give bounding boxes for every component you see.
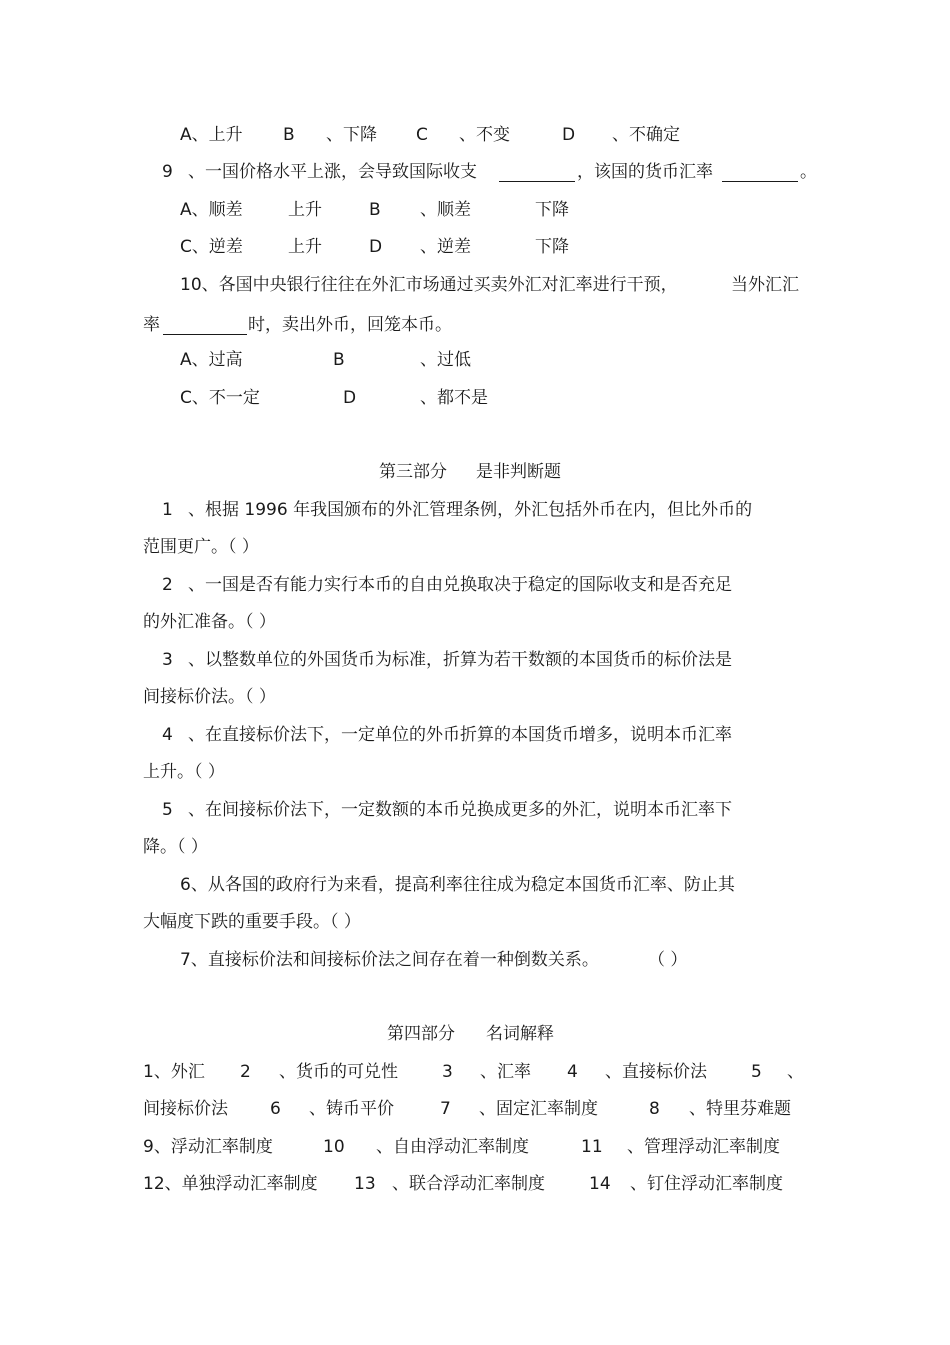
term-4: 、直接标价法 bbox=[605, 1062, 707, 1082]
term-6-number: 6 bbox=[270, 1099, 281, 1119]
term-10-number: 10 bbox=[323, 1137, 345, 1157]
q9-blank-1 bbox=[499, 160, 575, 182]
term-5-sep: 、 bbox=[787, 1062, 804, 1082]
tf-3-number: 3 bbox=[162, 650, 173, 670]
tf-3-line-2: 间接标价法。（ ） bbox=[143, 687, 276, 707]
term-13: 、联合浮动汇率制度 bbox=[392, 1174, 545, 1194]
q9-number: 9 bbox=[162, 162, 173, 182]
term-2-number: 2 bbox=[240, 1062, 251, 1082]
tf-2-line-2: 的外汇准备。（ ） bbox=[143, 612, 276, 632]
term-6: 、铸币平价 bbox=[309, 1099, 394, 1119]
term-11-number: 11 bbox=[581, 1137, 603, 1157]
q10-option-c: C、不一定 bbox=[180, 388, 260, 408]
tf-5-line-1: 、在间接标价法下，一定数额的本币兑换成更多的外汇，说明本币汇率下 bbox=[188, 800, 732, 820]
q10-line-2b: 时，卖出外币，回笼本币。 bbox=[248, 315, 452, 335]
q9-end: 。 bbox=[800, 162, 817, 182]
tf-5-line-2: 降。（ ） bbox=[143, 837, 208, 857]
q9-option-c-2: 上升 bbox=[288, 237, 322, 257]
q9-option-d-letter: D bbox=[369, 237, 383, 257]
q9-option-b-letter: B bbox=[369, 200, 381, 220]
tf-4-line-2: 上升。（ ） bbox=[143, 762, 225, 782]
tf-7-line-1: 7、直接标价法和间接标价法之间存在着一种倒数关系。 bbox=[180, 950, 599, 970]
term-3: 、汇率 bbox=[480, 1062, 531, 1082]
q9-option-b-text: 、顺差 bbox=[420, 200, 471, 220]
part-4-title: 第四部分 bbox=[387, 1024, 455, 1044]
tf-3-line-1: 、以整数单位的外国货币为标准，折算为若干数额的本国货币的标价法是 bbox=[188, 650, 732, 670]
term-11: 、管理浮动汇率制度 bbox=[627, 1137, 780, 1157]
q9-text-1: 、一国价格水平上涨，会导致国际收支 bbox=[188, 162, 477, 182]
term-14: 、钉住浮动汇率制度 bbox=[630, 1174, 783, 1194]
term-7: 、固定汇率制度 bbox=[479, 1099, 598, 1119]
term-8: 、特里芬难题 bbox=[689, 1099, 791, 1119]
q10-option-b-letter: B bbox=[333, 350, 345, 370]
tf-1-line-2: 范围更广。（ ） bbox=[143, 537, 259, 557]
tf-4-line-1: 、在直接标价法下，一定单位的外币折算的本国货币增多，说明本币汇率 bbox=[188, 725, 732, 745]
q8-option-b-text: 、下降 bbox=[326, 125, 377, 145]
q10-option-b-text: 、过低 bbox=[420, 350, 471, 370]
tf-1-number: 1 bbox=[162, 500, 173, 520]
term-4-number: 4 bbox=[567, 1062, 578, 1082]
q10-option-a: A、过高 bbox=[180, 350, 243, 370]
term-14-number: 14 bbox=[589, 1174, 611, 1194]
q8-option-c-text: 、不变 bbox=[459, 125, 510, 145]
q8-option-d-text: 、不确定 bbox=[612, 125, 680, 145]
tf-4-number: 4 bbox=[162, 725, 173, 745]
q8-option-b-letter: B bbox=[283, 125, 295, 145]
q8-option-c-letter: C bbox=[416, 125, 428, 145]
tf-6-line-2: 大幅度下跌的重要手段。（ ） bbox=[143, 912, 361, 932]
q10-line-1: 10、各国中央银行往往在外汇市场通过买卖外汇对汇率进行干预， bbox=[180, 275, 678, 295]
q10-option-d-text: 、都不是 bbox=[420, 388, 488, 408]
q9-option-a-2: 上升 bbox=[288, 200, 322, 220]
q10-line-1b: 当外汇汇 bbox=[731, 275, 799, 295]
term-9: 9、浮动汇率制度 bbox=[143, 1137, 273, 1157]
term-10: 、自由浮动汇率制度 bbox=[376, 1137, 529, 1157]
q9-option-c: C、逆差 bbox=[180, 237, 243, 257]
q10-option-d-letter: D bbox=[343, 388, 357, 408]
term-1: 1、外汇 bbox=[143, 1062, 205, 1082]
q9-option-d-2: 下降 bbox=[535, 237, 569, 257]
tf-2-number: 2 bbox=[162, 575, 173, 595]
tf-7-parens: （ ） bbox=[648, 950, 688, 970]
term-8-number: 8 bbox=[649, 1099, 660, 1119]
term-5: 间接标价法 bbox=[143, 1099, 228, 1119]
q8-option-d-letter: D bbox=[562, 125, 576, 145]
part-3-title: 第三部分 bbox=[379, 462, 447, 482]
tf-5-number: 5 bbox=[162, 800, 173, 820]
term-12: 12、单独浮动汇率制度 bbox=[143, 1174, 318, 1194]
q10-line-2a: 率 bbox=[143, 315, 160, 335]
tf-6-line-1: 6、从各国的政府行为来看，提高利率往往成为稳定本国货币汇率、防止其 bbox=[180, 875, 735, 895]
q9-option-d-text: 、逆差 bbox=[420, 237, 471, 257]
q9-option-b-2: 下降 bbox=[535, 200, 569, 220]
tf-2-line-1: 、一国是否有能力实行本币的自由兑换取决于稳定的国际收支和是否充足 bbox=[188, 575, 732, 595]
term-7-number: 7 bbox=[440, 1099, 451, 1119]
q9-option-a: A、顺差 bbox=[180, 200, 243, 220]
q10-blank bbox=[163, 313, 247, 335]
q9-text-2: ，该国的货币汇率 bbox=[577, 162, 713, 182]
part-4-subtitle: 名词解释 bbox=[486, 1024, 554, 1044]
tf-1-line-1: 、根据 1996 年我国颁布的外汇管理条例，外汇包括外币在内，但比外币的 bbox=[188, 500, 753, 520]
q8-option-a: A、上升 bbox=[180, 125, 243, 145]
term-13-number: 13 bbox=[354, 1174, 376, 1194]
term-5-number: 5 bbox=[751, 1062, 762, 1082]
part-3-subtitle: 是非判断题 bbox=[476, 462, 561, 482]
term-2: 、货币的可兑性 bbox=[279, 1062, 398, 1082]
term-3-number: 3 bbox=[442, 1062, 453, 1082]
q9-blank-2 bbox=[722, 160, 798, 182]
